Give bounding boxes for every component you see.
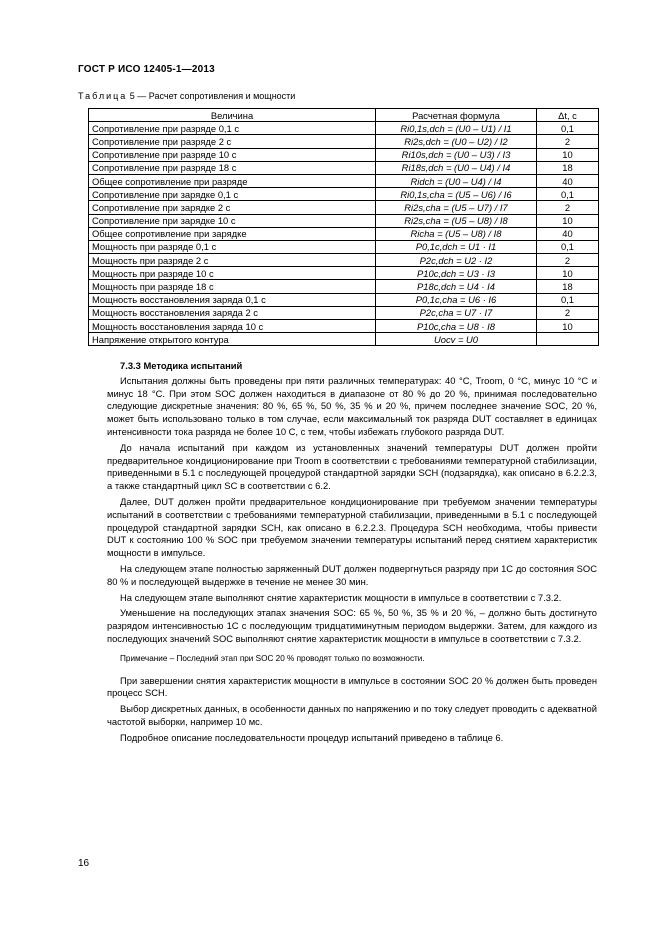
quantity-cell: Мощность восстановления заряда 0,1 с xyxy=(89,293,376,306)
delta-t-cell: 2 xyxy=(537,306,599,319)
table-row xyxy=(89,201,599,214)
formula-cell: Ri2s,cha = (U5 – U7) / I7 xyxy=(376,201,537,214)
paragraph: Выбор дискретных данных, в особенности данных по напряжению и по току следует проводить с адекватной частотой выборки, например 10 мс. xyxy=(107,703,597,727)
table-row xyxy=(89,135,599,148)
paragraph: Далее, DUT должен пройти предварительное кондиционирование при требуемом значении температуры испытаний в соответствии с требованиями температурной стабилизации, приведенными в 5.1 с последующей процедурой стандартной зарядки SCH, как описано в 6.2.2.3. Процедура SCH необходима, чтобы привести DUT к состоянию 100 % SOC при требуемом значении температуры испытаний перед снятием характеристик мощности в импульсе. xyxy=(107,495,597,559)
quantity-cell: Сопротивление при разряде 18 с xyxy=(89,161,376,174)
quantity-cell: Сопротивление при зарядке 0,1 с xyxy=(89,188,376,201)
table-header-row xyxy=(89,109,599,122)
quantity-cell: Мощность при разряде 0,1 с xyxy=(89,240,376,253)
delta-t-cell: 2 xyxy=(537,135,599,148)
paragraph: Испытания должны быть проведены при пяти различных температурах: 40 °С, Troom, 0 °С, минус 10 °С и минус 18 °С. При этом SOC должен находиться в диапазоне от 80 % до 20 %, принимая последовательно следующие дискретные значения: 80 %, 65 %, 50 %, 35 % и 20 %, причем последнее значение SOC, 20 %, может быть использовано только в том случае, если максимальный ток разряда DUT составляет в единицах интенсивности тока разряда не более 10 С, с тем, чтобы избежать глубокого разряда DUT. xyxy=(107,374,597,437)
table-row xyxy=(89,122,599,135)
formula-cell: Ri10s,dch = (U0 – U3) / I3 xyxy=(376,148,537,161)
section-heading: 7.3.3 Методика испытаний xyxy=(120,360,243,371)
header-formula: Расчетная формула xyxy=(376,109,537,122)
quantity-cell: Сопротивление при разряде 2 с xyxy=(89,135,376,148)
formula-cell: P2c,dch = U2 · I2 xyxy=(376,254,537,267)
formula-cell: P18c,dch = U4 · I4 xyxy=(376,280,537,293)
paragraph: На следующем этапе выполняют снятие характеристик мощности в импульсе в соответствии с 7.3.2. xyxy=(120,591,562,603)
table-row xyxy=(89,267,599,280)
quantity-cell: Сопротивление при зарядке 10 с xyxy=(89,214,376,227)
formula-cell: Ri2s,dch = (U0 – U2) / I2 xyxy=(376,135,537,148)
delta-t-cell: 40 xyxy=(537,227,599,240)
table-row xyxy=(89,214,599,227)
table-row xyxy=(89,161,599,174)
delta-t-cell: 40 xyxy=(537,174,599,187)
paragraph: Уменьшение на последующих этапах значения SOC: 65 %, 50 %, 35 % и 20 %, – должно быть достигнуто разрядом интенсивностью 1С с последующим тридцатиминутным периодом выдержки. Затем, для каждого из последующих значений SOC выполняют снятие характеристик мощности в импульсе в соответствии с 7.3.2. xyxy=(107,607,597,644)
section-7-3-3 xyxy=(107,360,597,748)
table-row xyxy=(89,293,599,306)
table-body xyxy=(89,122,599,346)
quantity-cell: Мощность при разряде 10 с xyxy=(89,267,376,280)
table-row xyxy=(89,320,599,333)
quantity-cell: Сопротивление при зарядке 2 с xyxy=(89,201,376,214)
quantity-cell: Мощность восстановления заряда 10 с xyxy=(89,320,376,333)
paragraph: До начала испытаний при каждом из установленных значений температуры DUT должен пройти предварительное кондиционирование при Troom в соответствии с требованиями температурной стабилизации, приведенными в 5.1 с последующей процедурой стандартной зарядки SCH (подзарядка), как описано в 6.2.2.3, а также стандартный цикл SC в соответствии с 6.2. xyxy=(107,441,597,492)
table-caption xyxy=(78,91,295,101)
delta-t-cell: 0,1 xyxy=(537,293,599,306)
table-row xyxy=(89,306,599,319)
delta-t-cell: 2 xyxy=(537,254,599,267)
quantity-cell: Мощность при разряде 18 с xyxy=(89,280,376,293)
quantity-cell: Общее сопротивление при разряде xyxy=(89,174,376,187)
table-row xyxy=(89,280,599,293)
table-caption-text: 5 — Расчет сопротивления и мощности xyxy=(127,91,296,101)
delta-t-cell: 10 xyxy=(537,267,599,280)
table-row xyxy=(89,174,599,187)
formula-cell: Ri0,1s,cha = (U5 – U6) / I6 xyxy=(376,188,537,201)
delta-t-cell: 0,1 xyxy=(537,188,599,201)
page-number: 16 xyxy=(78,858,90,869)
paragraph: На следующем этапе полностью заряженный DUT должен подвергнуться разряду при 1С до состояния SOC 80 % и последующей выдержке в течение не менее 30 мин. xyxy=(107,562,597,587)
formula-cell: Ri18s,dch = (U0 – U4) / I4 xyxy=(376,161,537,174)
formula-cell: Ri2s,cha = (U5 – U8) / I8 xyxy=(376,214,537,227)
table-row xyxy=(89,188,599,201)
table-row xyxy=(89,333,599,346)
quantity-cell: Общее сопротивление при зарядке xyxy=(89,227,376,240)
paragraph: При завершении снятия характеристик мощности в импульсе в состоянии SOC 20 % должен быть проведен процесс SCH. xyxy=(107,674,597,699)
table-row xyxy=(89,148,599,161)
formula-cell: P0,1c,cha = U6 · I6 xyxy=(376,293,537,306)
delta-t-cell: 10 xyxy=(537,214,599,227)
formula-cell: Richa = (U5 – U8) / I8 xyxy=(376,227,537,240)
paragraph: Подробное описание последовательности процедур испытаний приведено в таблице 6. xyxy=(120,731,504,743)
delta-t-cell: 0,1 xyxy=(537,122,599,135)
quantity-cell: Мощность при разряде 2 с xyxy=(89,254,376,267)
formula-cell: Ridch = (U0 – U4) / I4 xyxy=(376,174,537,187)
standard-header: ГОСТ Р ИСО 12405-1—2013 xyxy=(78,64,215,75)
formula-cell: P10c,dch = U3 · I3 xyxy=(376,267,537,280)
header-delta-t: Δt, с xyxy=(537,109,599,122)
table-caption-word: Таблица xyxy=(78,91,128,101)
header-quantity: Величина xyxy=(89,109,376,122)
quantity-cell: Мощность восстановления заряда 2 с xyxy=(89,306,376,319)
quantity-cell: Сопротивление при разряде 10 с xyxy=(89,148,376,161)
table-row xyxy=(89,240,599,253)
note: Примечание – Последний этап при SOC 20 % проводят только по возможности. xyxy=(120,653,425,663)
delta-t-cell xyxy=(537,333,599,346)
table-row xyxy=(89,254,599,267)
delta-t-cell: 18 xyxy=(537,161,599,174)
quantity-cell: Сопротивление при разряде 0,1 с xyxy=(89,122,376,135)
formula-cell: P10c,cha = U8 · I8 xyxy=(376,320,537,333)
resistance-power-table xyxy=(88,108,599,346)
formula-cell: P0,1c,dch = U1 · I1 xyxy=(376,240,537,253)
formula-cell: Uocv = U0 xyxy=(376,333,537,346)
delta-t-cell: 0,1 xyxy=(537,240,599,253)
delta-t-cell: 18 xyxy=(537,280,599,293)
delta-t-cell: 10 xyxy=(537,320,599,333)
table-row xyxy=(89,227,599,240)
formula-cell: Ri0,1s,dch = (U0 – U1) / I1 xyxy=(376,122,537,135)
formula-cell: P2c,cha = U7 · I7 xyxy=(376,306,537,319)
delta-t-cell: 10 xyxy=(537,148,599,161)
quantity-cell: Напряжение открытого контура xyxy=(89,333,376,346)
delta-t-cell: 2 xyxy=(537,201,599,214)
